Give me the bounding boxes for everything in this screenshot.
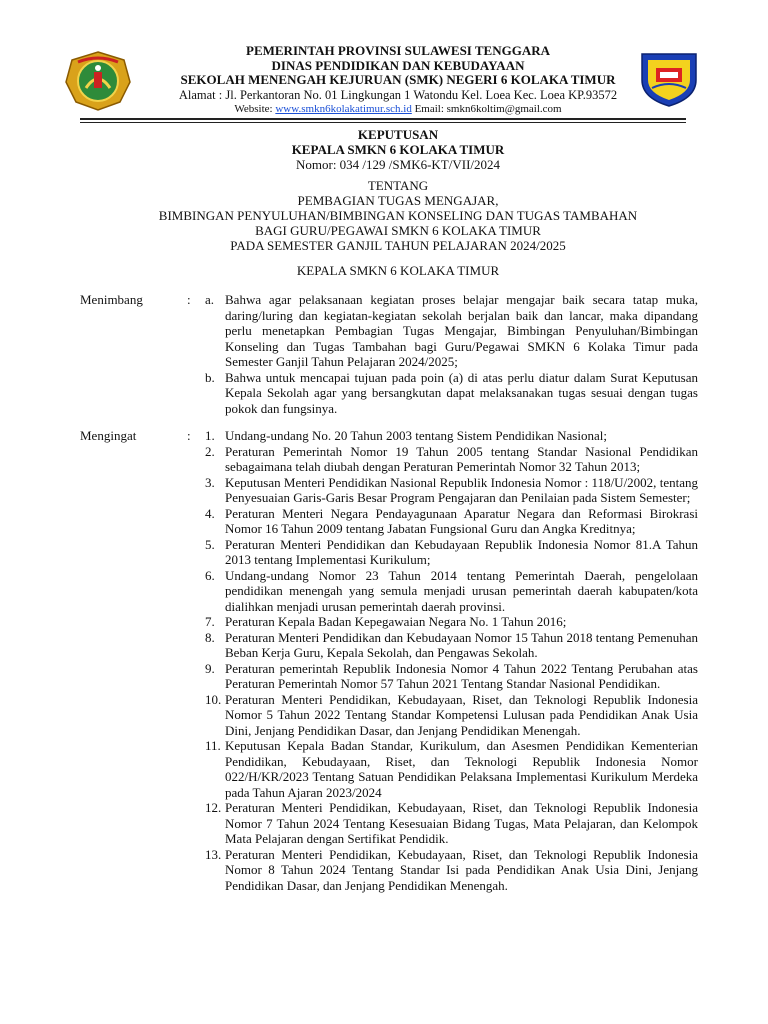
- list-item-marker: 5.: [205, 536, 215, 552]
- list-item: [205, 506, 698, 537]
- list-item-text: Undang-undang No. 20 Tahun 2003 tentang Sistem Pendidikan Nasional;: [225, 428, 607, 443]
- list-item-text: Peraturan Menteri Pendidikan, Kebudayaan, Riset, dan Teknologi Republik Indonesia Nomor 7 Tahun 2024 Tentang Kesesuaian Bidang Tugas, Mata Pelajaran, dan Kelompok Mata Pelajaran dengan Sertifikat Pendidik.: [225, 800, 698, 846]
- list-item-text: Peraturan Menteri Pendidikan dan Kebudayaan Nomor 15 Tahun 2018 tentang Pemenuhan Beban Kerja Guru, Kepala Sekolah, dan Pengawas Sekolah.: [225, 629, 698, 660]
- list-item: [205, 614, 698, 630]
- list-item-text: Peraturan Kepala Badan Kepegawaian Negara No. 1 Tahun 2016;: [225, 614, 567, 629]
- section-colon: :: [187, 292, 191, 307]
- email-label: Email:: [411, 102, 447, 115]
- list-item-text: Peraturan Menteri Pendidikan dan Kebudayaan Republik Indonesia Nomor 81.A Tahun 2013 tentang Implementasi Kurikulum;: [225, 536, 698, 567]
- decree-subject-4: PADA SEMESTER GANJIL TAHUN PELAJARAN 2024/2025: [230, 238, 566, 253]
- list-item: [205, 738, 698, 800]
- list-item-text: Peraturan Menteri Pendidikan, Kebudayaan, Riset, dan Teknologi Republik Indonesia Nomor 8 Tahun 2024 Tentang Standar Isi pada Pendidikan Anak Usia Dini, Jenjang Pendidikan Dasar, dan Jenjang Pendidikan Menengah.: [225, 846, 698, 893]
- list-item-marker: 3.: [205, 474, 215, 490]
- list-item-marker: b.: [205, 369, 215, 385]
- decree-issuer: KEPALA SMKN 6 KOLAKA TIMUR: [291, 142, 505, 157]
- letterhead-line1: PEMERINTAH PROVINSI SULAWESI TENGGARA: [246, 43, 550, 58]
- provincial-crest-icon: [64, 50, 132, 112]
- list-item-marker: 6.: [205, 567, 215, 583]
- section-label: Mengingat: [80, 428, 137, 443]
- list-item: [205, 568, 698, 615]
- list-item-text: Keputusan Kepala Badan Standar, Kurikulum, dan Asesmen Pendidikan Kementerian Pendidikan, Kebudayaan, Riset, dan Teknologi Republik Indonesia Nomor 022/H/KR/2023 Tentang Satuan Pendidikan Pelaksana Implementasi Kurikulum Merdeka pada Tahun Ajaran 2023/2024: [225, 738, 698, 800]
- mengingat-list: [205, 428, 698, 893]
- list-item-text: Bahwa agar pelaksanaan kegiatan proses belajar mengajar baik secara tatap muka, daring/luring dan kegiatan-kegiatan sekolah berjalan baik dan lancar, maka dipandang perlu menetapkan Pembagian Tugas Mengajar, Bimbingan Penyuluhan/Bimbingan Konseling dan Tugas Tambahan bagi Guru/Pegawai SMKN 6 Kolaka Timur pada Semester Ganjil Tahun Pelajaran 2024/2025;: [225, 292, 698, 369]
- letterhead: [140, 44, 656, 116]
- list-item-marker: 2.: [205, 443, 215, 459]
- website-label: Website:: [234, 102, 276, 115]
- letterhead-line3: SEKOLAH MENENGAH KEJURUAN (SMK) NEGERI 6 KOLAKA TIMUR: [180, 72, 616, 87]
- decree-title-block: [80, 127, 716, 253]
- section-label: Menimbang: [80, 292, 143, 307]
- list-item-text: Peraturan Menteri Negara Pendayagunaan Aparatur Negara dan Reformasi Birokrasi Nomor 16 Tahun 2009 tentang Jabatan Fungsional Guru dan Angka Kreditnya;: [225, 505, 698, 536]
- list-item-text: Undang-undang Nomor 23 Tahun 2014 tentang Pemerintah Daerah, pengelolaan pendidikan menengah yang semula menjadi urusan pemerintah daerah kabupaten/kota dialihkan menjadi urusan pemerintah daerah provinsi.: [225, 567, 698, 614]
- list-item: [205, 630, 698, 661]
- list-item: [205, 537, 698, 568]
- list-item: [205, 800, 698, 847]
- list-item: [205, 661, 698, 692]
- list-item-marker: 9.: [205, 660, 215, 676]
- list-item: [205, 475, 698, 506]
- letterhead-divider-thin: [80, 122, 686, 123]
- decree-subject-3: BAGI GURU/PEGAWAI SMKN 6 KOLAKA TIMUR: [255, 223, 541, 238]
- list-item-marker: 12.: [205, 800, 222, 815]
- menimbang-list: [205, 292, 698, 416]
- list-item-text: Peraturan Pemerintah Nomor 19 Tahun 2005 tentang Standar Nasional Pendidikan sebagaimana telah diubah dengan Peraturan Pemerintah Nomor 32 Tahun 2013;: [225, 443, 698, 474]
- list-item: [205, 370, 698, 417]
- list-item-marker: 13.: [205, 846, 222, 862]
- list-item-text: Peraturan pemerintah Republik Indonesia Nomor 4 Tahun 2022 Tentang Perubahan atas Peraturan Pemerintah Nomor 57 Tahun 2021 Tentang Standar Nasional Pendidikan.: [225, 660, 698, 691]
- decree-number: Nomor: 034 /129 /SMK6-KT/VII/2024: [295, 157, 501, 172]
- list-item-marker: 7.: [205, 614, 215, 629]
- decree-subject-2: BIMBINGAN PENYULUHAN/BIMBINGAN KONSELING DAN TUGAS TAMBAHAN: [158, 208, 638, 223]
- list-item-marker: 4.: [205, 505, 215, 521]
- letterhead-line2: DINAS PENDIDIKAN DAN KEBUDAYAAN: [271, 57, 525, 73]
- list-item-marker: 8.: [205, 629, 215, 645]
- school-shield-icon: [638, 50, 700, 108]
- list-item: [205, 444, 698, 475]
- decree-heading: KEPUTUSAN: [357, 127, 439, 142]
- letterhead-address: Alamat : Jl. Perkantoran No. 01 Lingkungan 1 Watondu Kel. Loea Kec. Loea KP.93572: [178, 87, 618, 102]
- decree-about: TENTANG: [367, 178, 429, 193]
- letterhead-contact: [140, 103, 656, 116]
- list-item: [205, 847, 698, 894]
- list-item-text: Keputusan Menteri Pendidikan Nasional Republik Indonesia Nomor : 118/U/2002, tentang Penyesuaian Garis-Garis Besar Program Pengajaran dan Penilaian pada Sistem Semester;: [225, 474, 698, 505]
- section-colon: :: [187, 428, 191, 443]
- list-item: [205, 292, 698, 370]
- website-link[interactable]: www.smkn6kolakatimur.sch.id: [275, 102, 412, 115]
- list-item: [205, 692, 698, 739]
- list-item-marker: 1.: [205, 428, 215, 443]
- list-item-text: Bahwa untuk mencapai tujuan pada poin (a) di atas perlu diatur dalam Surat Keputusan Kepala Sekolah agar yang bersangkutan dapat melaksanakan tugas sesuai dengan tugas pokok dan fungsinya.: [225, 369, 698, 416]
- list-item-marker: 10.: [205, 691, 222, 707]
- list-item-marker: 11.: [205, 738, 221, 753]
- letterhead-divider-thick: [80, 118, 686, 120]
- list-item-text: Peraturan Menteri Pendidikan, Kebudayaan, Riset, dan Teknologi Republik Indonesia Nomor 5 Tahun 2022 Tentang Standar Kompetensi Lulusan pada Pendidikan Anak Usia Dini, Jenjang Pendidikan Dasar, dan Jenjang Pendidikan Menengah.: [225, 691, 698, 738]
- decree-subject-1: PEMBAGIAN TUGAS MENGAJAR,: [297, 193, 499, 208]
- decree-issuer-repeat: KEPALA SMKN 6 KOLAKA TIMUR: [296, 263, 500, 278]
- email-address: smkn6koltim@gmail.com: [446, 102, 562, 115]
- list-item: [205, 428, 698, 444]
- list-item-marker: a.: [205, 292, 215, 307]
